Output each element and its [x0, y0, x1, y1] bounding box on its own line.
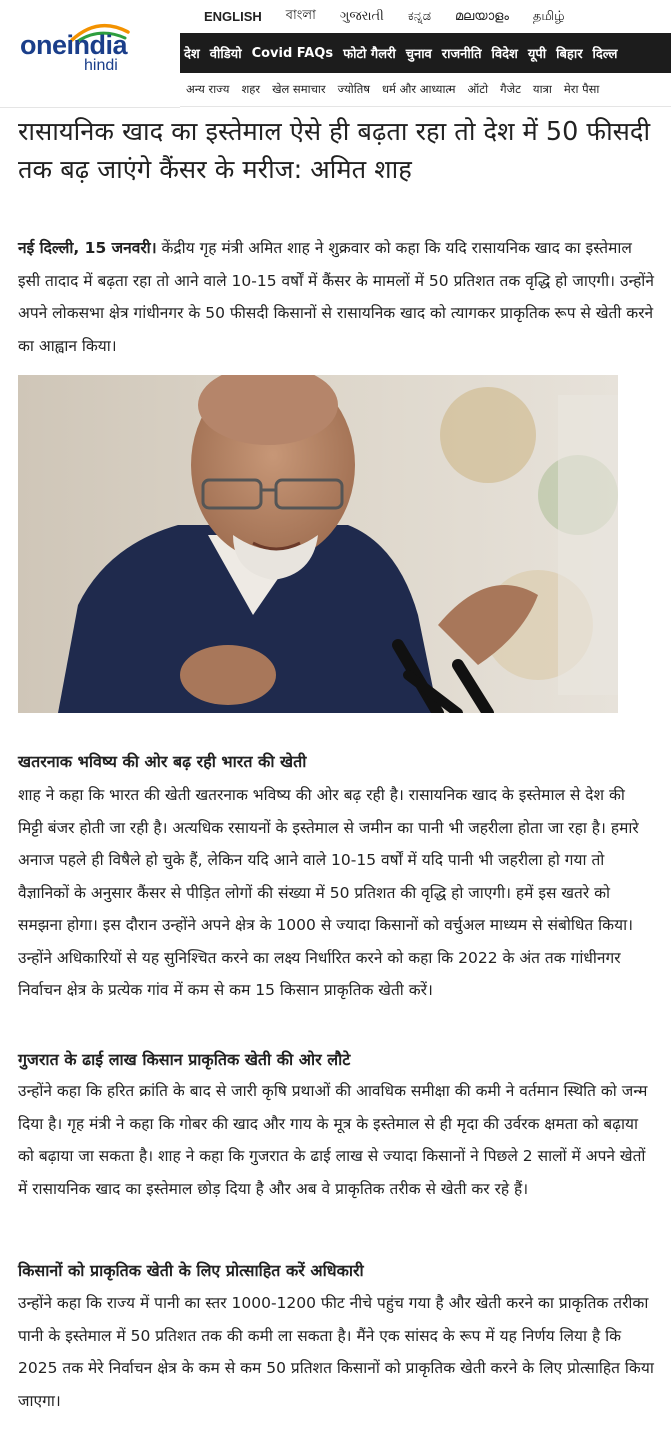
main-nav: [180, 33, 671, 73]
section-1-body: शाह ने कहा कि भारत की खेती खतरनाक भविष्य की ओर बढ़ रही है। रासायनिक खाद के इस्तेमाल से देश की मिट्टी बंजर होती जा रही है। अत्यधिक रसायनों के इस्तेमाल से जमीन का पानी भी जहरीला होता जा रहा है। हमारे अनाज पहले ही विषैले हो चुके हैं, लेकिन यदि आने वाले 10-15 वर्षों में यदि पानी भी जहरीला हो गया तो वैज्ञानिकों के अनुसार कैंसर से पीड़ित लोगों की संख्या में 50 प्रतिशत की वृद्धि हो जाएगी। हमें इस खतरे को समझना होगा। इस दौरान उन्होंने अपने क्षेत्र के 1000 से ज्यादा किसानों को वर्चुअल माध्यम से संबोधित किया। उन्होंने अधिकारियों से यह सुनिश्चित करने का लक्ष्य निर्धारित करने को कहा कि 2022 के अंत तक गांधीनगर निर्वाचन क्षेत्र के प्रत्येक गांव में कम से कम 15 किसान प्राकृतिक खेती करें।: [18, 786, 639, 999]
sub-nav-shahar[interactable]: शहर: [241, 82, 261, 96]
sub-nav-dharm[interactable]: धर्म और आध्यात्म: [381, 82, 456, 96]
article-photo: [18, 375, 618, 713]
sub-nav-auto[interactable]: ऑटो: [467, 82, 489, 96]
nav-item-covid-faqs[interactable]: Covid FAQs: [251, 45, 334, 61]
sub-nav-jyotish[interactable]: ज्योतिष: [337, 82, 370, 96]
article-lead: [18, 232, 654, 362]
nav-item-video[interactable]: वीडियो: [209, 47, 242, 62]
lang-malayalam[interactable]: മലയാളം: [455, 9, 509, 24]
lang-english[interactable]: ENGLISH: [204, 9, 262, 24]
sub-nav-khel[interactable]: खेल समाचार: [272, 82, 326, 96]
article-headline: रासायनिक खाद का इस्तेमाल ऐसे ही बढ़ता रहा तो देश में 50 फीसदी तक बढ़ जाएंगे कैंसर के मरीज: अमित शाह: [18, 117, 651, 185]
section-2-body: उन्होंने कहा कि हरित क्रांति के बाद से जारी कृषि प्रथाओं की आवधिक समीक्षा की कमी ने वर्तमान स्थिति को जन्म दिया है। गृह मंत्री ने कहा कि गोबर की खाद और गाय के मूत्र के इस्तेमाल से ही मृदा की उर्वरक क्षमता को बढ़ाया को बढ़ाया जा सकता है। शाह ने कहा कि गुजरात के ढाई लाख से ज्यादा किसानों ने पिछले 2 सालों में अपने खेतों में रासायनिक खाद का इस्तेमाल छोड़ दिया है और अब वे प्राकृतिक तरीक से खेती कर रहे हैं।: [18, 1082, 648, 1198]
lang-bangla[interactable]: বাংলা: [285, 8, 316, 23]
article-photo-illustration: [18, 375, 618, 713]
sub-nav-anya-rajya[interactable]: अन्य राज्य: [186, 82, 230, 96]
nav-item-chunav[interactable]: चुनाव: [405, 47, 432, 62]
section-3-body: उन्होंने कहा कि राज्य में पानी का स्तर 1000-1200 फीट नीचे पहुंच गया है और खेती करने का प्राकृतिक तरीका पानी के इस्तेमाल में 50 प्रतिशत तक की कमी ला सकता है। मैंने एक सांसद के रूप में यह निर्णय लिया है कि 2025 तक मेरे निर्वाचन क्षेत्र के कम से कम 50 प्रतिशत किसानों को प्राकृतिक खेती करने के लिए प्रोत्साहित किया जाएगा।: [18, 1294, 654, 1410]
sub-nav-mera-paisa[interactable]: मेरा पैसा: [563, 82, 600, 96]
lang-tamil[interactable]: தமிழ்: [532, 8, 565, 24]
article-lead-text: केंद्रीय गृह मंत्री अमित शाह ने शुक्रवार को कहा कि यदि रासायनिक खाद का इस्तेमाल इसी तादाद में बढ़ता रहा तो आने वाले 10-15 वर्षों में कैंसर के मामलों में 50 प्रतिशत तक वृद्धि हो जाएगी। उन्होंने अपने लोकसभा क्षेत्र गांधीनगर के 50 फीसदी किसानों से रासायनिक खाद को त्यागकर प्राकृतिक रूप से खेती करने का आह्वान किया।: [18, 239, 654, 355]
nav-item-rajniti[interactable]: राजनीति: [441, 47, 482, 62]
section-3-title: किसानों को प्राकृतिक खेती के लिए प्रोत्साहित करें अधिकारी: [18, 1261, 364, 1280]
nav-item-videsh[interactable]: विदेश: [491, 47, 518, 62]
logo-subtitle: hindi: [84, 57, 118, 74]
lang-gujarati[interactable]: ગુજરાતી: [339, 9, 384, 24]
sub-nav-yatra[interactable]: यात्रा: [532, 82, 552, 96]
header-divider: [0, 107, 180, 108]
section-1-title: खतरनाक भविष्य की ओर बढ़ रही भारत की खेती: [18, 752, 307, 771]
lang-kannada[interactable]: ಕನ್ನಡ: [407, 9, 432, 24]
sub-nav: [180, 73, 671, 107]
nav-item-delhi[interactable]: दिल्ल: [592, 47, 618, 62]
nav-item-bihar[interactable]: बिहार: [556, 47, 583, 62]
section-2-title: गुजरात के ढाई लाख किसान प्राकृतिक खेती की ओर लौटे: [18, 1050, 351, 1069]
nav-item-desh[interactable]: देश: [184, 47, 200, 62]
logo-wordmark: oneindia: [20, 30, 128, 60]
article-dateline: नई दिल्ली, 15 जनवरी।: [18, 239, 157, 257]
site-logo[interactable]: [0, 0, 180, 107]
language-bar: [180, 0, 671, 33]
nav-item-photo-gallery[interactable]: फोटो गैलरी: [343, 47, 396, 62]
site-header: [0, 0, 671, 107]
sub-nav-gadget[interactable]: गैजेट: [500, 82, 521, 96]
nav-item-up[interactable]: यूपी: [527, 47, 547, 62]
